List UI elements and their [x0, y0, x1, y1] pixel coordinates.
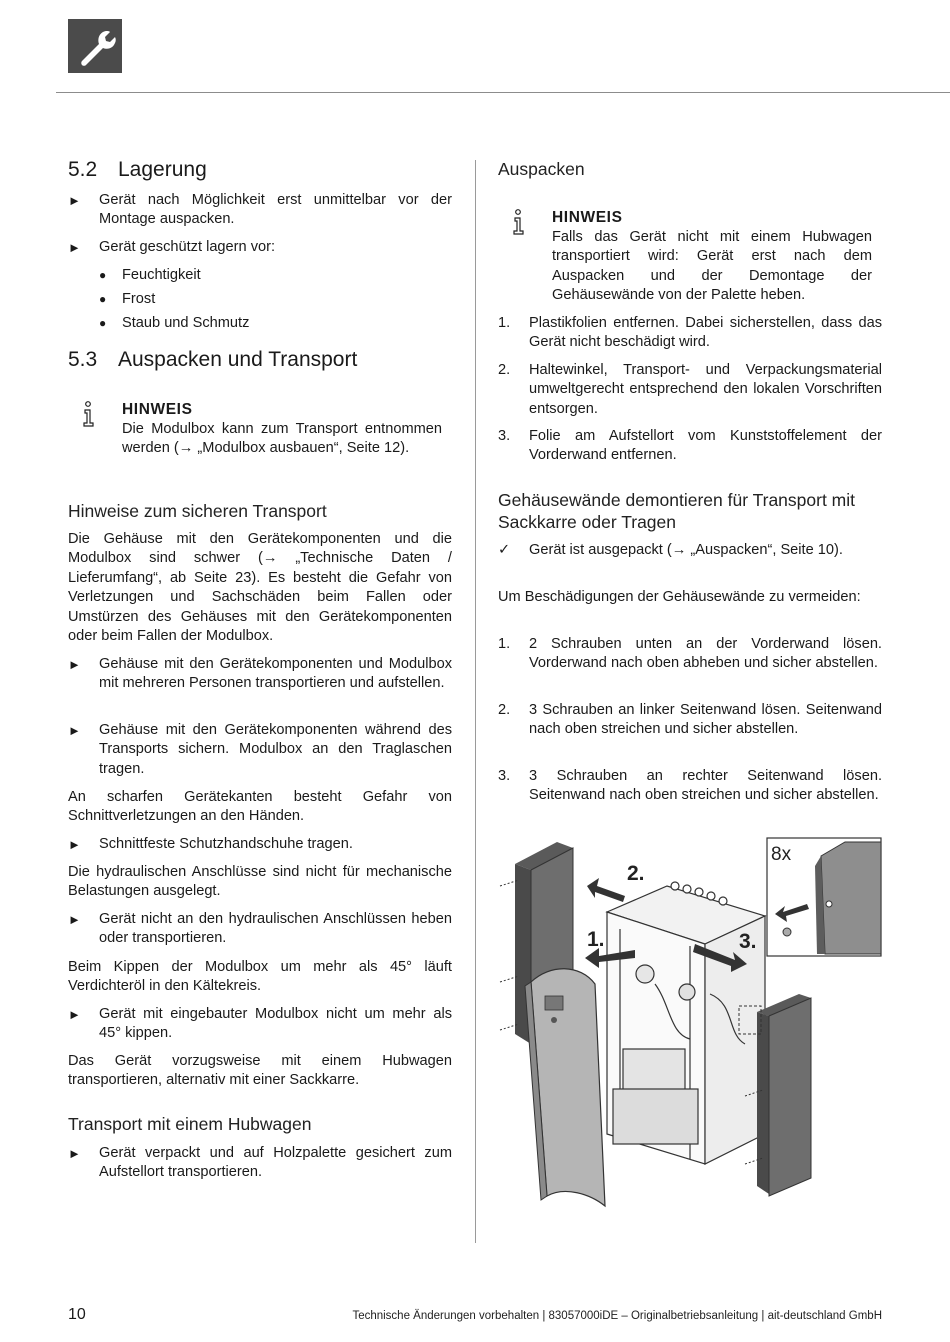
list-item: 2. Haltewinkel, Transport- und Verpackungsmaterial umweltgerecht entsprechend den lokalen Vorschriften entsorgen. — [498, 362, 882, 417]
figure-label-3: 3. — [739, 930, 757, 953]
list-item: ► Gehäuse mit den Gerätekomponenten während des Transports sichern. Modulbox an den Traglaschen tragen. — [68, 722, 452, 777]
dot-bullet-icon: ● — [99, 316, 107, 330]
arrow-bullet-icon: ► — [68, 240, 81, 255]
arrow-bullet-icon: ► — [68, 912, 81, 927]
note-box: HINWEIS Die Modulbox kann zum Transport entnommen werden (→ „Modulbox ausbauen“, Seite 12). — [68, 400, 452, 480]
dot-bullet-icon: ● — [99, 268, 107, 282]
column-divider — [475, 160, 476, 1243]
paragraph: Die hydraulischen Anschlüsse sind nicht für mechanische Belastungen ausgelegt. — [68, 864, 452, 900]
heat-pump-unit — [607, 882, 765, 1164]
check-icon: ✓ — [498, 542, 511, 558]
wrench-icon — [68, 19, 122, 73]
list-item: ✓ Gerät ist ausgepackt (→ „Auspacken“, Seite 10). — [498, 541, 882, 560]
list-item: 2. 3 Schrauben an linker Seitenwand lösen. Seitenwand nach oben streichen und sicher abstellen. — [498, 702, 882, 738]
subheading-pallet-transport: Transport mit einem Hubwagen — [68, 1114, 312, 1134]
list-item: ► Schnittfeste Schutzhandschuhe tragen. — [68, 835, 452, 854]
section-heading-5-2: 5.2 Lagerung — [68, 158, 207, 181]
disassembly-illustration — [495, 834, 885, 1214]
list-item: ► Gerät mit eingebauter Modulbox nicht um mehr als 45° kippen. — [68, 1006, 452, 1042]
section-heading-5-3: 5.3 Auspacken und Transport — [68, 348, 358, 371]
subheading-safe-transport: Hinweise zum sicheren Transport — [68, 501, 327, 521]
paragraph: An scharfen Gerätekanten besteht Gefahr von Schnittverletzungen an den Händen. — [68, 789, 452, 825]
page-number: 10 — [68, 1306, 86, 1323]
arrow-bullet-icon: ► — [68, 1007, 81, 1022]
list-item: ● Feuchtigkeit — [99, 266, 201, 285]
arrow-bullet-icon: ► — [68, 193, 81, 208]
info-icon — [82, 400, 98, 428]
paragraph: Beim Kippen der Modulbox um mehr als 45° läuft Verdichteröl in den Kältekreis. — [68, 959, 452, 995]
note-box: HINWEIS Falls das Gerät nicht mit einem Hubwagen transportiert wird: Gerät erst nach dem Auspacken und der Demontage der Gehäusewände von der Palette heben. — [498, 208, 882, 308]
list-item: ► Gerät geschützt lagern vor: — [68, 238, 452, 257]
arrow-bullet-icon: ► — [68, 657, 81, 672]
list-item: ► Gehäuse mit den Gerätekomponenten und Modulbox mit mehreren Personen transportieren und aufstellen. — [68, 656, 452, 692]
list-item: ► Gerät nicht an den hydraulischen Anschlüssen heben oder transportieren. — [68, 911, 452, 947]
footer-text: Technische Änderungen vorbehalten | 83057000iDE – Originalbetriebsanleitung | ait-deutschland GmbH — [352, 1310, 882, 1322]
list-item: ● Staub und Schmutz — [99, 314, 249, 333]
figure-label-2: 2. — [627, 862, 645, 885]
paragraph: Um Beschädigungen der Gehäusewände zu vermeiden: — [498, 589, 861, 605]
info-icon — [512, 208, 528, 236]
figure-label-1: 1. — [587, 928, 605, 951]
arrow-bullet-icon: ► — [68, 837, 81, 852]
list-item: ● Frost — [99, 290, 155, 309]
dot-bullet-icon: ● — [99, 292, 107, 306]
subheading-remove-walls: Gehäusewände demontieren für Transport mit Sackkarre oder Tragen — [498, 490, 855, 532]
paragraph: Das Gerät vorzugsweise mit einem Hubwagen transportieren, alternativ mit einer Sackkarre. — [68, 1053, 452, 1089]
header-rule — [56, 92, 950, 93]
list-item: 1. 2 Schrauben unten an der Vorderwand lösen. Vorderwand nach oben abheben und sicher abstellen. — [498, 636, 882, 672]
front-wall — [525, 969, 605, 1206]
figure-label-8x: 8x — [771, 844, 792, 865]
subheading-unpack: Auspacken — [498, 159, 585, 179]
list-item: 1. Plastikfolien entfernen. Dabei sicherstellen, dass das Gerät nicht beschädigt wird. — [498, 315, 882, 351]
list-item: 3. 3 Schrauben an rechter Seitenwand lösen. Seitenwand nach oben streichen und sicher abstellen. — [498, 768, 882, 804]
list-item: ► Gerät nach Möglichkeit erst unmittelbar vor der Montage auspacken. — [68, 192, 452, 228]
arrow-bullet-icon: ► — [68, 1146, 81, 1161]
list-item: ► Gerät verpackt und auf Holzpalette gesichert zum Aufstellort transportieren. — [68, 1145, 452, 1181]
paragraph: Die Gehäuse mit den Gerätekomponenten und die Modulbox sind schwer (→ „Technische Daten / Lieferumfang“, ab Seite 23). Es besteht die Gefahr von Verletzungen und Sachschäden beim Fallen oder Umstürzen des Gehäuses mit den Gerätekomponenten oder beim Fallen der Modulbox. — [68, 531, 452, 645]
arrow-bullet-icon: ► — [68, 723, 81, 738]
list-item: 3. Folie am Aufstellort vom Kunststoffelement der Vorderwand entfernen. — [498, 428, 882, 464]
